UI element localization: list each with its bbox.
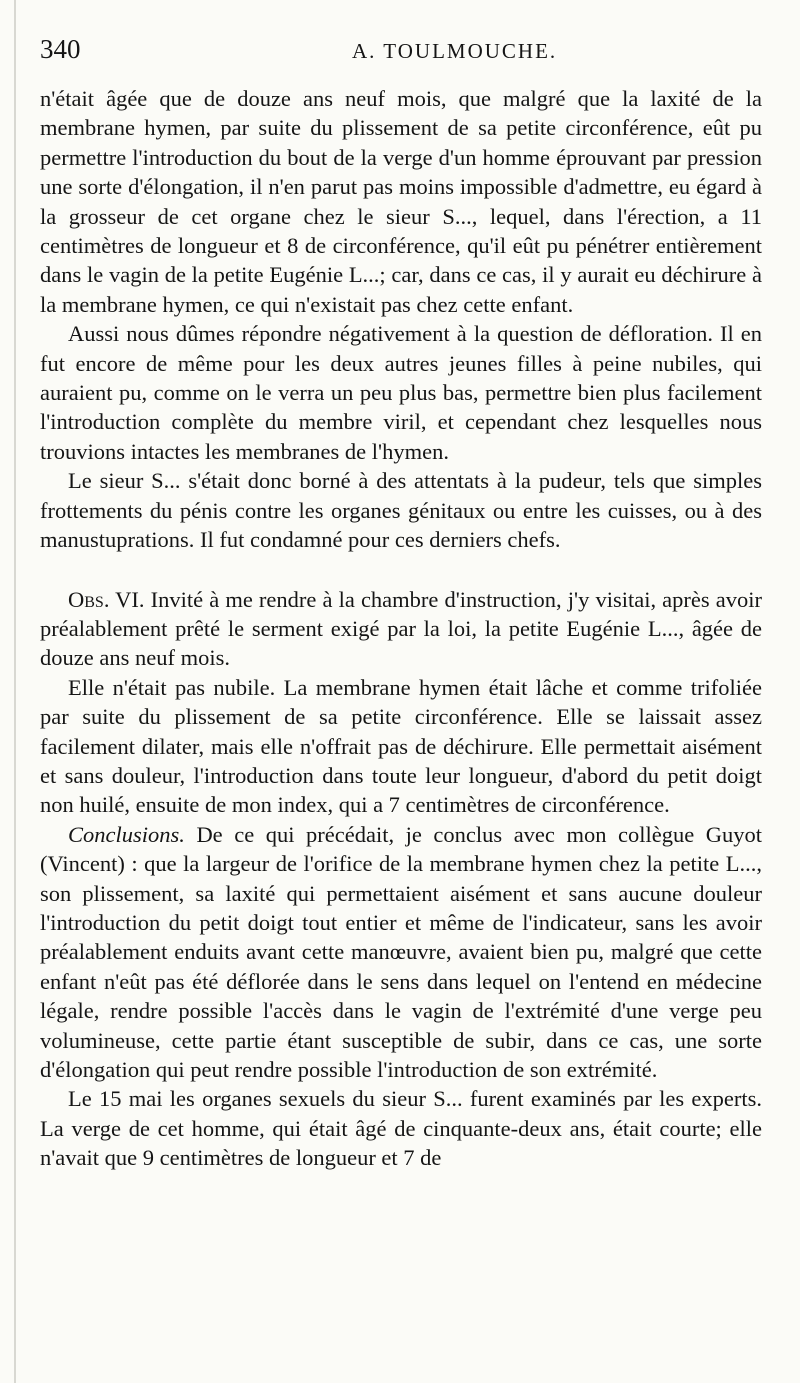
running-head: A. TOULMOUCHE.: [352, 39, 558, 63]
paragraph-1: n'était âgée que de douze ans neuf mois, que malgré que la laxité de la membrane hymen, par suite du plissement de sa petite circonférence, eût pu permettre l'introduction du bout de la verge d'un homme éprouvant par pression une sorte d'élongation, il n'en parut pas moins impossible d'admettre, eu égard à la grosseur de cet organe chez le sieur S..., lequel, dans l'érection, a 11 centimètres de longueur et 8 de circonférence, qu'il eût pu pénétrer entièrement dans le vagin de la petite Eugénie L...; car, dans ce cas, il y aurait eu déchirure à la membrane hymen, ce qui n'existait pas chez cette enfant.: [40, 86, 762, 317]
paragraph-3: Le sieur S... s'était donc borné à des attentats à la pudeur, tels que simples frottements du pénis contre les organes génitaux ou entre les cuisses, ou à des manustuprations. Il fut condamné pour ces derniers chefs.: [40, 468, 762, 553]
observation-paragraph: [40, 585, 762, 673]
conclusions-label: Conclusions.: [68, 821, 185, 847]
paragraph-7: Le 15 mai les organes sexuels du sieur S... furent examinés par les experts. La verge de cet homme, qui était âgé de cinquante-deux ans, était courte; elle n'avait que 9 centimètres de longueur et 7 de: [40, 1086, 762, 1171]
page-header: [40, 34, 762, 84]
body-text: [40, 84, 762, 1173]
gutter-line: [14, 0, 16, 1383]
paragraph-2: Aussi nous dûmes répondre négativement à la question de défloration. Il en fut encore de même pour les deux autres jeunes filles à peine nubiles, qui auraient pu, comme on le verra un peu plus bas, permettre bien plus facilement l'introduction complète du membre viril, et cependant chez lesquelles nous trouvions intactes les membranes de l'hymen.: [40, 321, 762, 464]
conclusions-paragraph: [40, 820, 762, 1085]
paragraph-4: Invité à me rendre à la chambre d'instruction, j'y visitai, après avoir préalablement prêté le serment exigé par la loi, la petite Eugénie L..., âgée de douze ans neuf mois.: [40, 586, 762, 671]
page-number: 340: [40, 34, 81, 64]
paragraph-6: De ce qui précédait, je conclus avec mon collègue Guyot (Vincent) : que la largeur de l'orifice de la membrane hymen chez la petite L..., son plissement, sa laxité qui permettaient aisément et sans aucune douleur l'introduction du petit doigt tout entier et même de l'indicateur, sans les avoir préalablement enduits avant cette manœuvre, avaient bien pu, malgré que cette enfant n'eût pas été déflorée dans le sens dans lequel on l'entend en médecine légale, rendre possible l'accès dans le vagin de l'extrémité d'une verge peu volumineuse, cette partie étant susceptible de subir, dans ce cas, une sorte d'élongation qui peut rendre possible l'introduction de son extrémité.: [40, 821, 762, 1082]
paragraph-5: Elle n'était pas nubile. La membrane hymen était lâche et comme trifoliée par suite du plissement de sa petite circonférence. Elle se laissait assez facilement dilater, mais elle n'offrait pas de déchirure. Elle permettait aisément et sans douleur, l'introduction dans toute leur longueur, d'abord du petit doigt non huilé, ensuite de mon index, qui a 7 centimètres de circonférence.: [40, 674, 762, 818]
observation-label: Obs. VI.: [68, 586, 145, 612]
section-gap: [40, 555, 762, 585]
